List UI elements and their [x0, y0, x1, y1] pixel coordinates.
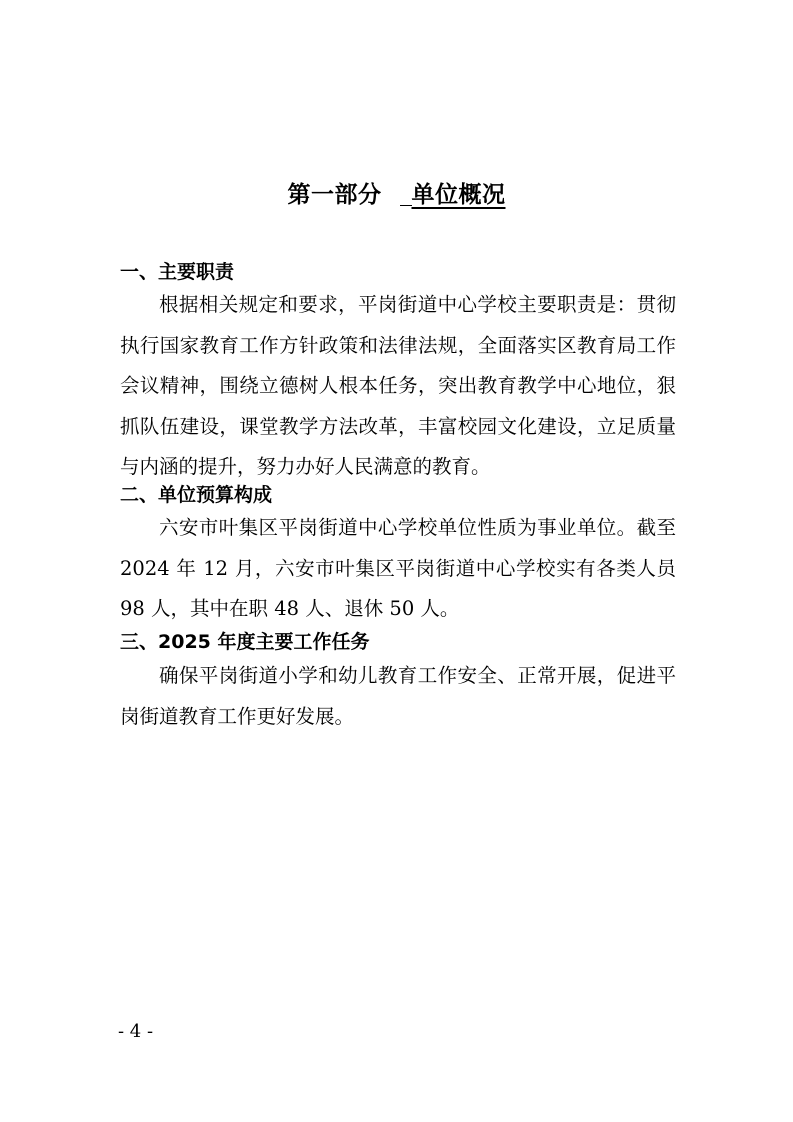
section-heading-duties: 一、主要职责	[120, 261, 235, 283]
title-section-name: 单位概况	[411, 182, 506, 208]
title-part-label: 第一部分	[287, 182, 382, 208]
section-paragraph-duties: 根据相关规定和要求，平岗街道中心学校主要职责是：贯彻执行国家教育工作方针政策和法律法规，全面落实区教育局工作会议精神，围绕立德树人根本任务，突出教育教学中心地位，狠抓队伍建设，课堂教学方法改革，丰富校园文化建设，立足质量与内涵的提升，努力办好人民满意的教育。	[120, 293, 676, 478]
section-heading-tasks: 三、2025 年度主要工作任务	[120, 631, 370, 653]
page-title	[0, 176, 793, 209]
section-paragraph-tasks: 确保平岗街道小学和幼儿教育工作安全、正常开展，促进平岗街道教育工作更好发展。	[120, 664, 676, 728]
section-paragraph-budget: 六安市叶集区平岗街道中心学校单位性质为事业单位。截至 2024 年 12 月，六安市叶集区平岗街道中心学校实有各类人员 98 人，其中在职 48 人、退休 50 人。	[120, 516, 676, 620]
page-number: - 4 -	[118, 1021, 154, 1042]
section-heading-budget: 二、单位预算构成	[120, 484, 273, 506]
